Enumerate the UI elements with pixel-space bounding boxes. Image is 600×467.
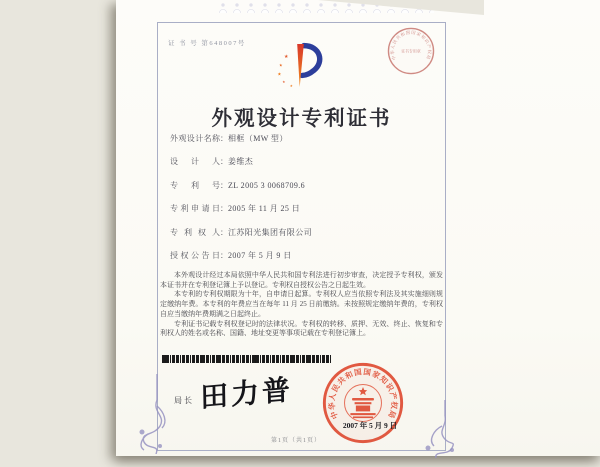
svg-text:证书专用章: 证书专用章 xyxy=(401,49,421,54)
director-signature: 田力普 xyxy=(199,374,294,415)
logo-star-icon: ★ xyxy=(289,84,293,89)
barcode xyxy=(162,355,331,363)
field-filing-date xyxy=(170,203,312,226)
logo-p-curve xyxy=(302,46,320,76)
field-label: 专利权人 xyxy=(170,227,220,237)
official-seal-icon xyxy=(321,361,405,445)
flourish-bottom-left-icon xyxy=(128,374,180,454)
field-label: 外观设计名称 xyxy=(170,134,220,143)
logo-star-icon: ★ xyxy=(277,71,282,77)
field-design-name xyxy=(170,133,312,156)
certificate-paragraph: 本专利的专利权期限为十年，自申请日起算。专利权人应当依照专利法及其实施细则规定缴纳年费。本专利的年费应当在每年 11 月 25 日前缴纳。未按照规定缴纳年费的，专利权自应当缴纳年费期满之日起终止。 xyxy=(160,290,443,318)
field-patentee xyxy=(170,227,312,250)
field-grant-date xyxy=(170,250,312,273)
field-value: 姜维杰 xyxy=(228,157,254,167)
field-patent-number xyxy=(170,180,312,203)
corner-seal-icon xyxy=(385,25,437,77)
field-colon: ： xyxy=(220,204,228,214)
field-label: 授权公告日 xyxy=(170,250,220,260)
certificate-paragraph: 本外观设计经过本局依照中华人民共和国专利法进行初步审查，决定授予专利权，颁发本证书并在专利登记簿上予以登记。专利权自授权公告之日起生效。 xyxy=(160,271,443,289)
certificate-title: 外观设计专利证书 xyxy=(211,108,392,130)
logo-star-icon: ★ xyxy=(282,79,286,84)
field-colon: ： xyxy=(220,134,228,143)
field-value: 2007 年 5 月 9 日 xyxy=(228,250,292,260)
certificate-paragraph: 专利证书记载专利权登记时的法律状况。专利权的转移、质押、无效、终止、恢复和专利权人的姓名或名称、国籍、地址变更等事项记载在专利登记簿上。 xyxy=(160,319,443,338)
sipo-logo-icon xyxy=(274,42,332,94)
svg-text:中华人民共和国国家知识产权局: 中华人民共和国国家知识产权局 xyxy=(389,29,433,61)
field-value: ZL 2005 3 0068709.6 xyxy=(228,180,306,190)
field-value: 2005 年 11 月 25 日 xyxy=(228,204,301,214)
certificate-paper xyxy=(116,0,600,456)
field-label: 设计人 xyxy=(170,157,220,167)
director-label: 局长 xyxy=(174,396,194,405)
flourish-bottom-right-icon xyxy=(412,400,458,458)
svg-text:中华人民共和国国家知识产权局: 中华人民共和国国家知识产权局 xyxy=(327,367,399,421)
field-value: 江苏阳光集团有限公司 xyxy=(228,227,312,237)
logo-star-icon: ★ xyxy=(283,55,289,61)
page-indicator: 第1页（共1页） xyxy=(270,438,321,444)
field-label: 专利申请日 xyxy=(170,204,220,214)
field-colon: ： xyxy=(220,227,228,237)
certificate-number: 证 书 号 第648007号 xyxy=(168,40,246,47)
field-designer xyxy=(170,156,312,179)
field-colon: ： xyxy=(220,180,228,190)
field-label: 专利号 xyxy=(170,180,220,190)
logo-star-icon: ★ xyxy=(278,62,283,68)
field-colon: ： xyxy=(220,157,228,167)
legal-text xyxy=(160,271,443,339)
field-value: 相框（MW 型） xyxy=(228,134,288,143)
logo-wedge xyxy=(297,44,304,87)
field-colon: ： xyxy=(220,250,228,260)
issue-date: 2007 年 5 月 9 日 xyxy=(342,421,398,430)
info-fields xyxy=(170,133,312,273)
